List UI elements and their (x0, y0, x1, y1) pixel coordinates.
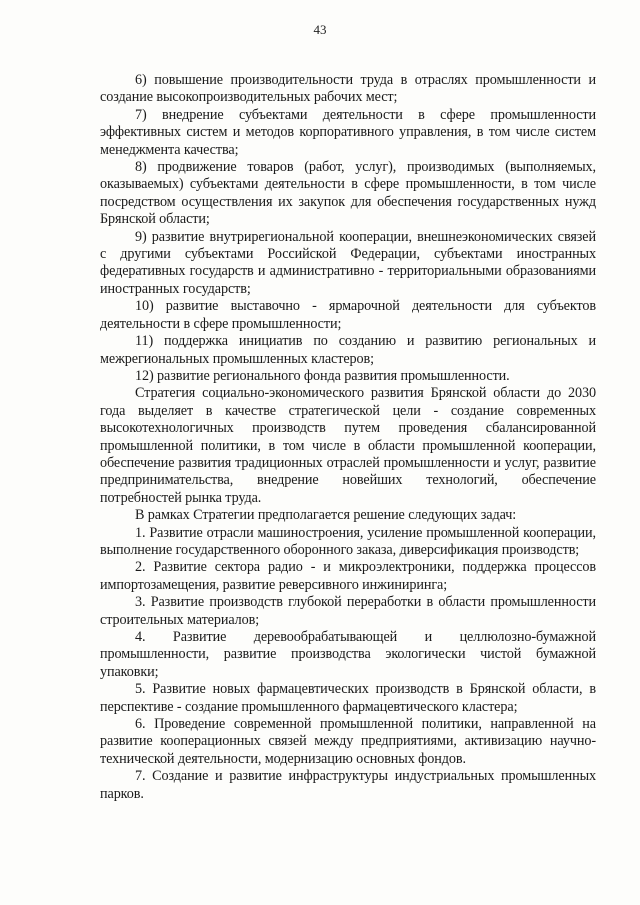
paragraph-task-1: 1. Развитие отрасли машиностроения, усиление промышленной кооперации, выполнение государственного оборонного заказа, диверсификация производств; (100, 524, 596, 558)
paragraph-tasks-intro: В рамках Стратегии предполагается решение следующих задач: (135, 507, 517, 524)
paragraph-item-11: 11) поддержка инициатив по созданию и развитию региональных и межрегиональных промышленных кластеров; (100, 333, 596, 367)
paragraph-task-4: 4. Развитие деревообрабатывающей и целлюлозно-бумажной промышленности, развитие производства экологически чистой бумажной упаковки; (100, 629, 596, 680)
paragraph-item-8: 8) продвижение товаров (работ, услуг), производимых (выполняемых, оказываемых) субъектами деятельности в сфере промышленности, в том числе посредством осуществления их закупок для обеспечения государственных нужд Брянской области; (100, 159, 596, 228)
paragraph-task-2: 2. Развитие сектора радио - и микроэлектроники, поддержка процессов импортозамещения, развитие реверсивного инжиниринга; (100, 559, 596, 593)
paragraph-task-7: 7. Создание и развитие инфраструктуры индустриальных промышленных парков. (100, 768, 596, 802)
paragraph-task-3: 3. Развитие производств глубокой переработки в области промышленности строительных материалов; (100, 594, 596, 628)
paragraph-item-9: 9) развитие внутрирегиональной кооперации, внешнеэкономических связей с другими субъектами Российской Федерации, субъектами иностранных федеративных государств и административно - территориальными образованиями иностранных государств; (100, 228, 596, 297)
page-number: 43 (313, 22, 327, 37)
paragraph-item-10: 10) развитие выставочно - ярмарочной деятельности для субъектов деятельности в сфере промышленности; (100, 298, 596, 332)
document-body (100, 72, 596, 803)
paragraph-item-12: 12) развитие регионального фонда развития промышленности. (135, 367, 510, 384)
paragraph-task-5: 5. Развитие новых фармацевтических производств в Брянской области, в перспективе - создание промышленного фармацевтического кластера; (100, 681, 596, 715)
paragraph-item-6: 6) повышение производительности труда в отраслях промышленности и создание высокопроизводительных рабочих мест; (100, 72, 596, 106)
paragraph-task-6: 6. Проведение современной промышленной политики, направленной на развитие кооперационных связей между предприятиями, активизацию научно-технической деятельности, модернизацию основных фондов. (100, 716, 596, 767)
paragraph-strategy-goal: Стратегия социально-экономического развития Брянской области до 2030 года выделяет в качестве стратегической цели - создание современных высокотехнологичных производств путем проведения сбалансированной промышленной политики, в том числе в области промышленной кооперации, обеспечение развития традиционных отраслей промышленности и услуг, развитие предпринимательства, внедрение новейших технологий, обеспечение потребностей рынка труда. (100, 385, 596, 506)
paragraph-item-7: 7) внедрение субъектами деятельности в сфере промышленности эффективных систем и методов корпоративного управления, в том числе систем менеджмента качества; (100, 106, 596, 158)
